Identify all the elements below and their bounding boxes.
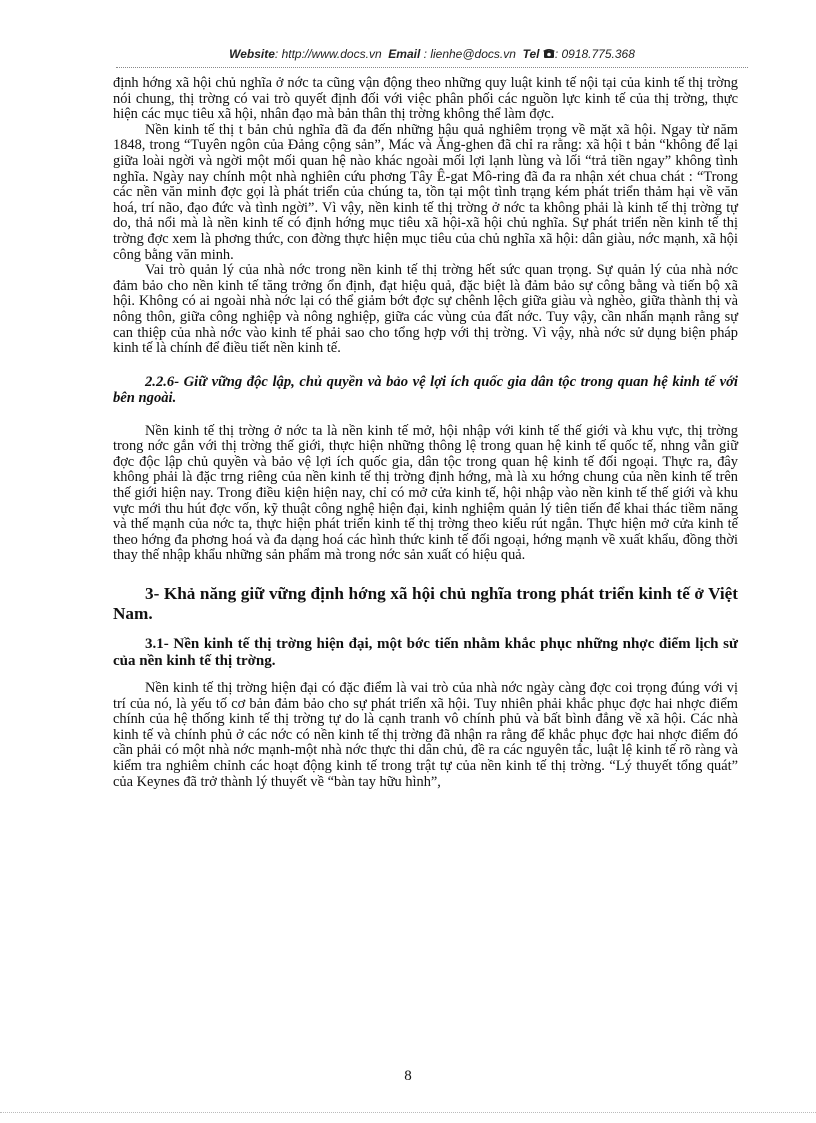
- section-heading-2-2-6: 2.2.6- Giữ vững độc lập, chủ quyền và bảo vệ lợi ích quốc gia dân tộc trong quan hệ kinh tế với bên ngoài.: [113, 373, 738, 406]
- paragraph-4: Nền kinh tế thị trờng ở nớc ta là nền kinh tế mở, hội nhập với kinh tế thế giới và khu vực, thị trờng trong nớc gắn với thị trờng thế giới, thực hiện những thông lệ trong quan hệ kinh tế quốc tế, nhng vẫn giữ đợc độc lập chủ quyền và bảo vệ lợi ích quốc gia, dân tộc trong quan hệ kinh tế đối ngoại. Thực ra, đây không phải là đặc trng riêng của nền kinh tế thị trờng định hớng, mà là xu hớng chung của nền kinh tế trên thế giới hiện nay. Trong điều kiện hiện nay, chỉ có mở cửa kinh tế, hội nhập vào nền kinh tế thế giới và khu vực mới thu hút đợc vốn, kỹ thuật công nghệ hiện đại, kinh nghiệm quản lý tiên tiến để khai thác tiềm năng và thế mạnh của nớc ta, thực hiện phát triển kinh tế thị trờng theo kiểu rút ngắn. Thực hiện mở cửa kinh tế theo hớng đa phơng hoá và đa dạng hoá các hình thức kinh tế đối ngoại, hớng mạnh về xuất khẩu, đồng thời thay thế nhập khẩu những sản phẩm mà trong nớc sản xuất có hiệu quả.: [113, 422, 738, 564]
- paragraph-2: Nền kinh tế thị t bản chủ nghĩa đã đa đến những hậu quả nghiêm trọng về mặt xã hội. Ngay từ năm 1848, trong “Tuyên ngôn của Đảng cộng sản”, Mác và Ăng-ghen đã chỉ ra rằng: xã hội t bản “không để lại giữa loài ngời và ngời một mối quan hệ nào khác ngoài mối lợi lạnh lùng và lối “trả tiền ngay” không tình nghĩa. Ngày nay chính một nhà nghiên cứu phơng Tây Ê-gat Mô-ring đã đa ra nhận xét chua chát : “Trong các nền văn minh đợc gọi là phát triển của chúng ta, tồn tại một tình trạng kém phát triển thảm hại về văn hoá, trí não, đạo đức và tình ngời”. Vì vậy, nền kinh tế thị trờng ở nớc ta không phải là kinh tế thị trờng tự do, thả nổi mà là nền kinh tế có định hớng mục tiêu xã hội-xã hội chủ nghĩa. Sự phát triển nền kinh tế thị trờng đợc xem là phơng thức, con đờng thực hiện mục tiêu của chủ nghĩa xã hội: dân giàu, nớc mạnh, xã hội công bằng văn minh.: [113, 121, 738, 263]
- website-label: Website: [229, 47, 275, 61]
- paragraph-5: Nền kinh tế thị trờng hiện đại có đặc điểm là vai trò của nhà nớc ngày càng đợc coi trọng đúng với vị trí của nó, là yếu tố cơ bản đảm bảo cho sự phát triển xã hội. Tuy nhiên phải khắc phục đợc hai nhợc điểm chính của hệ thống kinh tế thị trờng tự do là cạnh tranh vô chính phủ và bất bình đẳng về xã hội. Các nhà kinh tế và chính phủ ở các nớc có nền kinh tế thị trờng đã nhận ra rằng để khắc phục đợc hai nhợc điểm đó cần phải có một nhà nớc mạnh-một nhà nớc thực thi dân chủ, đề ra các nguyên tắc, luật lệ kinh tế rõ ràng và kiểm tra nghiêm chỉnh các hoạt động kinh tế trong trật tự của nền kinh tế thị trờng. “Lý thuyết tổng quát” của Keynes đã trở thành lý thuyết về “bàn tay hữu hình”,: [113, 680, 738, 790]
- website-value[interactable]: : http://www.docs.vn: [274, 47, 382, 61]
- paragraph-1: định hớng xã hội chủ nghĩa ở nớc ta cũng vận động theo những quy luật kinh tế nội tại của kinh tế thị trờng nói chung, thị trờng có vai trò quyết định đối với việc phân phối các nguồn lực kinh tế của thị trờng, thực hiện các mục tiêu xã hội, nhân đạo mà bản thân thị trờng không thể làm đợc.: [113, 75, 738, 123]
- tel-label: Tel: [522, 47, 540, 61]
- page-header: [116, 47, 748, 61]
- email-label: Email: [388, 47, 421, 61]
- footer-divider: [0, 1112, 816, 1113]
- section-heading-3: 3- Khả năng giữ vững định hớng xã hội chủ nghĩa trong phát triển kinh tế ở Việt Nam.: [113, 584, 738, 624]
- email-value[interactable]: : lienhe@docs.vn: [423, 47, 516, 61]
- header-divider: [116, 67, 748, 68]
- tel-value: : 0918.775.368: [554, 47, 635, 61]
- page-number: 8: [404, 1068, 412, 1084]
- section-heading-3-1: 3.1- Nền kinh tế thị trờng hiện đại, một bớc tiến nhằm khắc phục những nhợc điểm lịch sử của nền kinh tế thị trờng.: [113, 636, 738, 669]
- phone-icon: [543, 47, 555, 61]
- document-body: [113, 76, 738, 790]
- paragraph-3: Vai trò quản lý của nhà nớc trong nền kinh tế thị trờng hết sức quan trọng. Sự quản lý của nhà nớc đảm bảo cho nền kinh tế tăng trởng ổn định, đạt hiệu quả, đặc biệt là đảm bảo sự công bằng và tiến bộ xã hội. Không có ai ngoài nhà nớc lại có thể giảm bớt đợc sự chênh lệch giữa giàu và nghèo, giữa thành thị và nông thôn, giữa công nghiệp và nông nghiệp, giữa các vùng của đất nớc. Tuy vậy, cần nhấn mạnh rằng sự can thiệp của nhà nớc vào kinh tế phải sao cho tổng hợp với thị trờng. Vì vậy, nhà nớc sử dụng biện pháp kinh tế là chính để điều tiết nền kinh tế.: [113, 262, 738, 357]
